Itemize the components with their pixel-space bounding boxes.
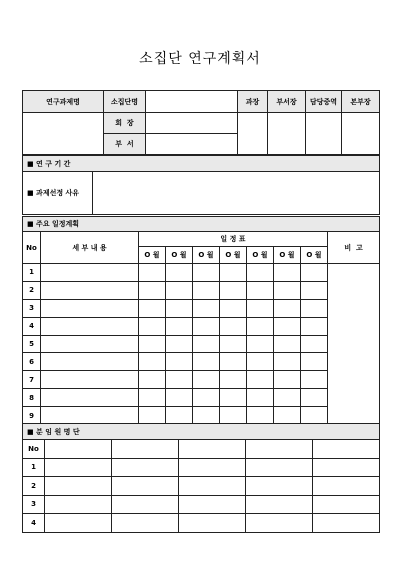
schedule-month-cell[interactable] [301,317,328,335]
research-title-label: 연구과제명 [23,91,104,113]
schedule-month-cell[interactable] [193,407,220,425]
members-cell[interactable] [45,495,112,514]
schedule-row [23,317,380,335]
members-row-number: 3 [23,495,45,514]
month-header-0: O 월 [139,247,166,264]
schedule-month-cell[interactable] [220,407,247,425]
schedule-month-cell[interactable] [247,371,274,389]
members-header-cell[interactable] [246,440,313,459]
schedule-month-cell[interactable] [247,264,274,282]
members-cell[interactable] [112,458,179,477]
schedule-month-cell[interactable] [274,371,301,389]
schedule-detail-cell[interactable] [41,407,139,425]
schedule-month-cell[interactable] [274,264,301,282]
schedule-month-cell[interactable] [166,335,193,353]
schedule-month-cell[interactable] [247,335,274,353]
members-body [23,440,380,533]
reason-field[interactable] [93,172,380,215]
page-title: 소집단 연구계획서 [139,51,261,67]
schedule-month-cell[interactable] [220,353,247,371]
schedule-table [22,216,380,425]
members-header-cell[interactable] [112,440,179,459]
schedule-row [23,281,380,299]
members-row-number: 1 [23,458,45,477]
members-row [23,477,380,496]
schedule-month-cell[interactable] [247,281,274,299]
schedule-month-cell[interactable] [139,389,166,407]
members-cell[interactable] [112,495,179,514]
schedule-month-cell[interactable] [139,335,166,353]
members-cell[interactable] [246,514,313,533]
schedule-row [23,371,380,389]
schedule-row-number: 7 [23,371,41,389]
schedule-month-cell[interactable] [193,281,220,299]
members-cell[interactable] [313,495,380,514]
schedule-detail-cell[interactable] [41,317,139,335]
schedule-month-cell[interactable] [166,353,193,371]
period-label: ■ 연 구 기 간 [23,156,380,172]
schedule-month-cell[interactable] [193,299,220,317]
schedule-detail-cell[interactable] [41,371,139,389]
schedule-row [23,353,380,371]
members-header-cell[interactable] [313,440,380,459]
schedule-month-cell[interactable] [247,317,274,335]
schedule-month-cell[interactable] [166,389,193,407]
members-cell[interactable] [313,514,380,533]
schedule-row [23,264,380,282]
schedule-month-cell[interactable] [220,389,247,407]
schedule-month-cell[interactable] [220,335,247,353]
schedule-month-cell[interactable] [166,281,193,299]
members-table [22,423,380,533]
schedule-month-cell[interactable] [301,335,328,353]
schedule-month-cell[interactable] [193,264,220,282]
schedule-month-cell[interactable] [193,389,220,407]
members-section-label: ■ 분 임 원 명 단 [23,424,380,440]
schedule-month-cell[interactable] [274,281,301,299]
schedule-month-cell[interactable] [220,299,247,317]
members-cell[interactable] [179,458,246,477]
schedule-row-number: 1 [23,264,41,282]
schedule-detail-cell[interactable] [41,389,139,407]
chair-field[interactable] [146,113,238,134]
schedule-month-cell[interactable] [274,407,301,425]
members-header-row [23,440,380,459]
members-row [23,495,380,514]
schedule-month-cell[interactable] [220,371,247,389]
schedule-month-cell[interactable] [166,407,193,425]
schedule-month-cell[interactable] [139,281,166,299]
members-cell[interactable] [45,514,112,533]
schedule-month-cell[interactable] [301,407,328,425]
schedule-month-cell[interactable] [247,389,274,407]
members-row-number: 4 [23,514,45,533]
approval-label-0: 과장 [238,91,268,113]
schedule-row-number: 5 [23,335,41,353]
schedule-month-cell[interactable] [274,389,301,407]
members-cell[interactable] [45,477,112,496]
month-header-1: O 월 [166,247,193,264]
schedule-month-cell[interactable] [247,407,274,425]
schedule-month-cell[interactable] [247,353,274,371]
vice-label: 부 서 [104,134,146,155]
schedule-row-number: 6 [23,353,41,371]
research-title-field[interactable] [23,113,104,155]
members-cell[interactable] [179,514,246,533]
group-name-label: 소집단명 [104,91,146,113]
members-row [23,458,380,477]
approval-label-3: 본부장 [342,91,380,113]
schedule-remark-cell[interactable] [328,264,380,425]
month-header-2: O 월 [193,247,220,264]
members-row [23,514,380,533]
members-cell[interactable] [246,495,313,514]
schedule-month-cell[interactable] [166,371,193,389]
schedule-month-cell[interactable] [139,264,166,282]
schedule-body [23,264,380,425]
period-reason-table [22,155,380,215]
members-cell[interactable] [179,495,246,514]
schedule-row [23,389,380,407]
members-cell[interactable] [179,477,246,496]
schedule-month-cell[interactable] [301,264,328,282]
schedule-month-cell[interactable] [301,353,328,371]
schedule-month-cell[interactable] [166,299,193,317]
schedule-month-cell[interactable] [274,317,301,335]
schedule-month-cell[interactable] [220,317,247,335]
approval-sign-1[interactable] [268,113,306,155]
schedule-month-cell[interactable] [220,281,247,299]
schedule-month-cell[interactable] [166,317,193,335]
schedule-row [23,335,380,353]
schedule-month-cell[interactable] [193,353,220,371]
schedule-row-number: 9 [23,407,41,425]
schedule-row-number: 3 [23,299,41,317]
schedule-remark-header: 비 고 [328,232,380,264]
schedule-month-cell[interactable] [139,371,166,389]
month-header-4: O 월 [247,247,274,264]
schedule-month-cell[interactable] [193,335,220,353]
schedule-month-cell[interactable] [139,317,166,335]
approval-sign-2[interactable] [306,113,342,155]
schedule-detail-cell[interactable] [41,335,139,353]
members-header-cell[interactable] [45,440,112,459]
group-name-field[interactable] [146,91,238,113]
approval-label-2: 담당중역 [306,91,342,113]
schedule-row [23,407,380,425]
schedule-no-header: No [23,232,41,264]
reason-label: ■ 과제선정 사유 [23,172,93,215]
schedule-month-cell[interactable] [139,407,166,425]
schedule-month-cell[interactable] [274,299,301,317]
schedule-month-cell[interactable] [301,281,328,299]
members-cell[interactable] [313,477,380,496]
chair-label: 회 장 [104,113,146,134]
members-cell[interactable] [45,458,112,477]
schedule-row-number: 4 [23,317,41,335]
schedule-row-number: 2 [23,281,41,299]
schedule-detail-cell[interactable] [41,299,139,317]
schedule-month-cell[interactable] [301,371,328,389]
members-cell[interactable] [246,458,313,477]
schedule-month-cell[interactable] [274,335,301,353]
schedule-month-cell[interactable] [193,371,220,389]
members-header-cell[interactable] [179,440,246,459]
month-header-6: O 월 [301,247,328,264]
schedule-month-cell[interactable] [301,299,328,317]
schedule-detail-cell[interactable] [41,353,139,371]
members-row-number: 2 [23,477,45,496]
schedule-month-cell[interactable] [193,317,220,335]
schedule-detail-cell[interactable] [41,264,139,282]
members-no-header: No [23,440,45,459]
schedule-plan-header: 일 정 표 [139,232,328,247]
members-cell[interactable] [246,477,313,496]
schedule-detail-cell[interactable] [41,281,139,299]
vice-field[interactable] [146,134,238,155]
schedule-detail-header: 세 부 내 용 [41,232,139,264]
schedule-row [23,299,380,317]
members-cell[interactable] [112,477,179,496]
members-cell[interactable] [112,514,179,533]
schedule-section-label: ■ 주요 일정계획 [23,217,380,232]
schedule-month-cell[interactable] [274,353,301,371]
month-header-5: O 월 [274,247,301,264]
schedule-month-cell[interactable] [220,264,247,282]
approval-label-1: 부서장 [268,91,306,113]
approval-sign-0[interactable] [238,113,268,155]
members-cell[interactable] [313,458,380,477]
schedule-row-number: 8 [23,389,41,407]
month-header-3: O 월 [220,247,247,264]
schedule-month-cell[interactable] [301,389,328,407]
header-table [22,90,380,155]
approval-sign-3[interactable] [342,113,380,155]
schedule-month-cell[interactable] [139,299,166,317]
schedule-month-cell[interactable] [247,299,274,317]
schedule-month-cell[interactable] [139,353,166,371]
schedule-month-cell[interactable] [166,264,193,282]
